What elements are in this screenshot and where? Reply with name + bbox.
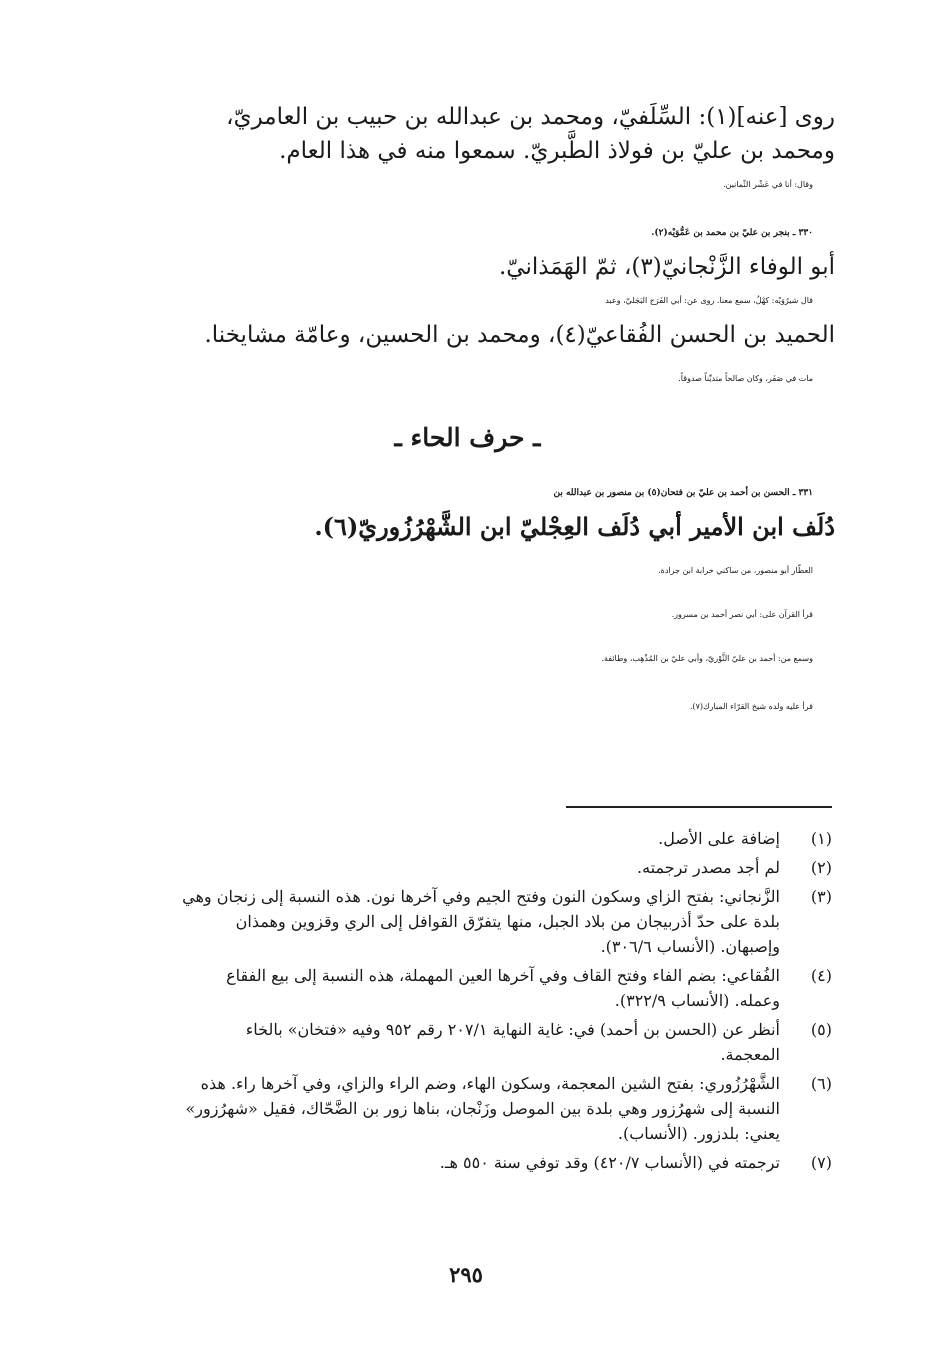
footnote-text [108, 1017, 780, 1067]
footnote-line: الشَّهْرُزُوري: بفتح الشين المعجمة، وسكون الهاء، وضم الراء والزاي، وفي آخرها راء. هذه [200, 1074, 780, 1093]
footnote-line: وعمله. (الأنساب ٣٢٢/٩). [614, 991, 780, 1010]
section-title: ـ حرف الحاء ـ [394, 423, 541, 452]
footnote-separator [566, 806, 832, 808]
text-line: قال شيرُوَيْه: كهْلٌ، سمع معنا. روى عن: أبي الفَرَج البَجَليّ، وعبد [605, 296, 813, 305]
text-line: وقال: أنا في عَشْر الثّمانين. [723, 180, 813, 189]
footnote-number: (٧) [810, 1153, 832, 1172]
footnote-line: ترجمته في (الأنساب ٤٢٠/٧) وقد توفي سنة ٥٥٠ هـ. [439, 1153, 780, 1172]
footnote-7 [108, 1150, 832, 1175]
footnote-line: بلدة على حدّ أذربيجان من بلاد الجبل، منها يتفرّق القوافل إلى الري وقزوين وهمذان [235, 912, 780, 931]
footnote-4 [108, 963, 832, 1013]
footnote-line: يعني: بلدزور. (الأنساب). [617, 1124, 780, 1143]
footnote-number: (١) [810, 829, 832, 848]
footnote-line: وإصبهان. (الأنساب ٣٠٦/٦). [600, 937, 780, 956]
text-line: أبو الوفاء الزَّنْجانيّ(٣)، ثمّ الهَمَذانيّ. [498, 254, 835, 280]
page-number: ٢٩٥ [449, 1262, 483, 1287]
footnotes [108, 826, 832, 1179]
entry-331-title-cont: دُلَف ابن الأمير أبي دُلَف العِجْليّ ابن الشَّهْرُزُوريّ(٦). [314, 512, 835, 541]
footnote-text [108, 826, 780, 851]
text-line: العطّار أبو منصور، من ساكني خرابة ابن جرادة. [658, 566, 813, 575]
footnote-line: الزَّنجاني: بفتح الزاي وسكون النون وفتح الجيم وفي آخرها نون. هذه النسبة إلى زنجان وهي [182, 887, 780, 906]
entry-331-title: ٣٣١ ـ الحسن بن أحمد بن عليّ بن فتحان(٥) بن منصور بن عبدالله بن [553, 488, 813, 498]
footnote-line: أنظر عن (الحسن بن أحمد) في: غاية النهاية ٢٠٧/١ رقم ٩٥٢ وفيه «فتخان» بالخاء [245, 1020, 780, 1039]
text-line: ومحمد بن عليّ بن فولاذ الطَّبريّ. سمعوا منه في هذا العام. [279, 138, 835, 164]
text-line: مات في صَفَر، وكان صالحاً متديِّناً صدوقاً. [678, 374, 813, 383]
text-line: قرأ عليه ولده شيخ القرّاء المبارك(٧). [689, 702, 813, 711]
footnote-line: النسبة إلى شهرُزور وهي بلدة بين الموصل وزَنْجان، بناها زور بن الضَّحّاك، فقيل «شهرُزور» [185, 1099, 780, 1118]
footnote-6 [108, 1071, 832, 1146]
footnote-text [108, 884, 780, 959]
footnote-line: الفُقاعي: بضم الفاء وفتح القاف وفي آخرها العين المهملة، هذه النسبة إلى بيع الفقاع [226, 966, 780, 985]
footnote-text [108, 855, 780, 880]
footnote-line: لم أجد مصدر ترجمته. [637, 858, 780, 877]
footnote-number: (٤) [810, 966, 832, 985]
footnote-line: إضافة على الأصل. [658, 829, 780, 848]
footnote-line: المعجمة. [720, 1045, 780, 1064]
entry-330-title: ٣٣٠ ـ بنجر بن عليّ بن محمد بن عَمُّوَيْه(٢). [651, 228, 813, 238]
footnote-number: (٥) [810, 1020, 832, 1039]
footnote-3 [108, 884, 832, 959]
main-text [100, 100, 835, 724]
footnote-text [108, 963, 780, 1013]
text-line: قرأ القرآن على: أبي نصر أحمد بن مسرور. [671, 610, 813, 619]
text-line: الحميد بن الحسن الفُقاعيّ(٤)، ومحمد بن الحسين، وعامّة مشايخنا. [204, 322, 835, 348]
footnote-2 [108, 855, 832, 880]
footnote-text [108, 1071, 780, 1146]
footnote-number: (٦) [810, 1074, 832, 1093]
text-line: وسمع من: أحمد بن عليّ الثَّوْريّ، وأبي عليّ بن المُذْهِب، وطائفة. [601, 654, 813, 663]
text-line: روى [عنه](١): السِّلَفيّ، ومحمد بن عبدالله بن حبيب بن العامريّ، [226, 104, 835, 130]
footnote-text [108, 1150, 780, 1175]
footnote-1 [108, 826, 832, 851]
footnote-number: (٢) [810, 858, 832, 877]
footnote-number: (٣) [810, 887, 832, 906]
footnote-5 [108, 1017, 832, 1067]
